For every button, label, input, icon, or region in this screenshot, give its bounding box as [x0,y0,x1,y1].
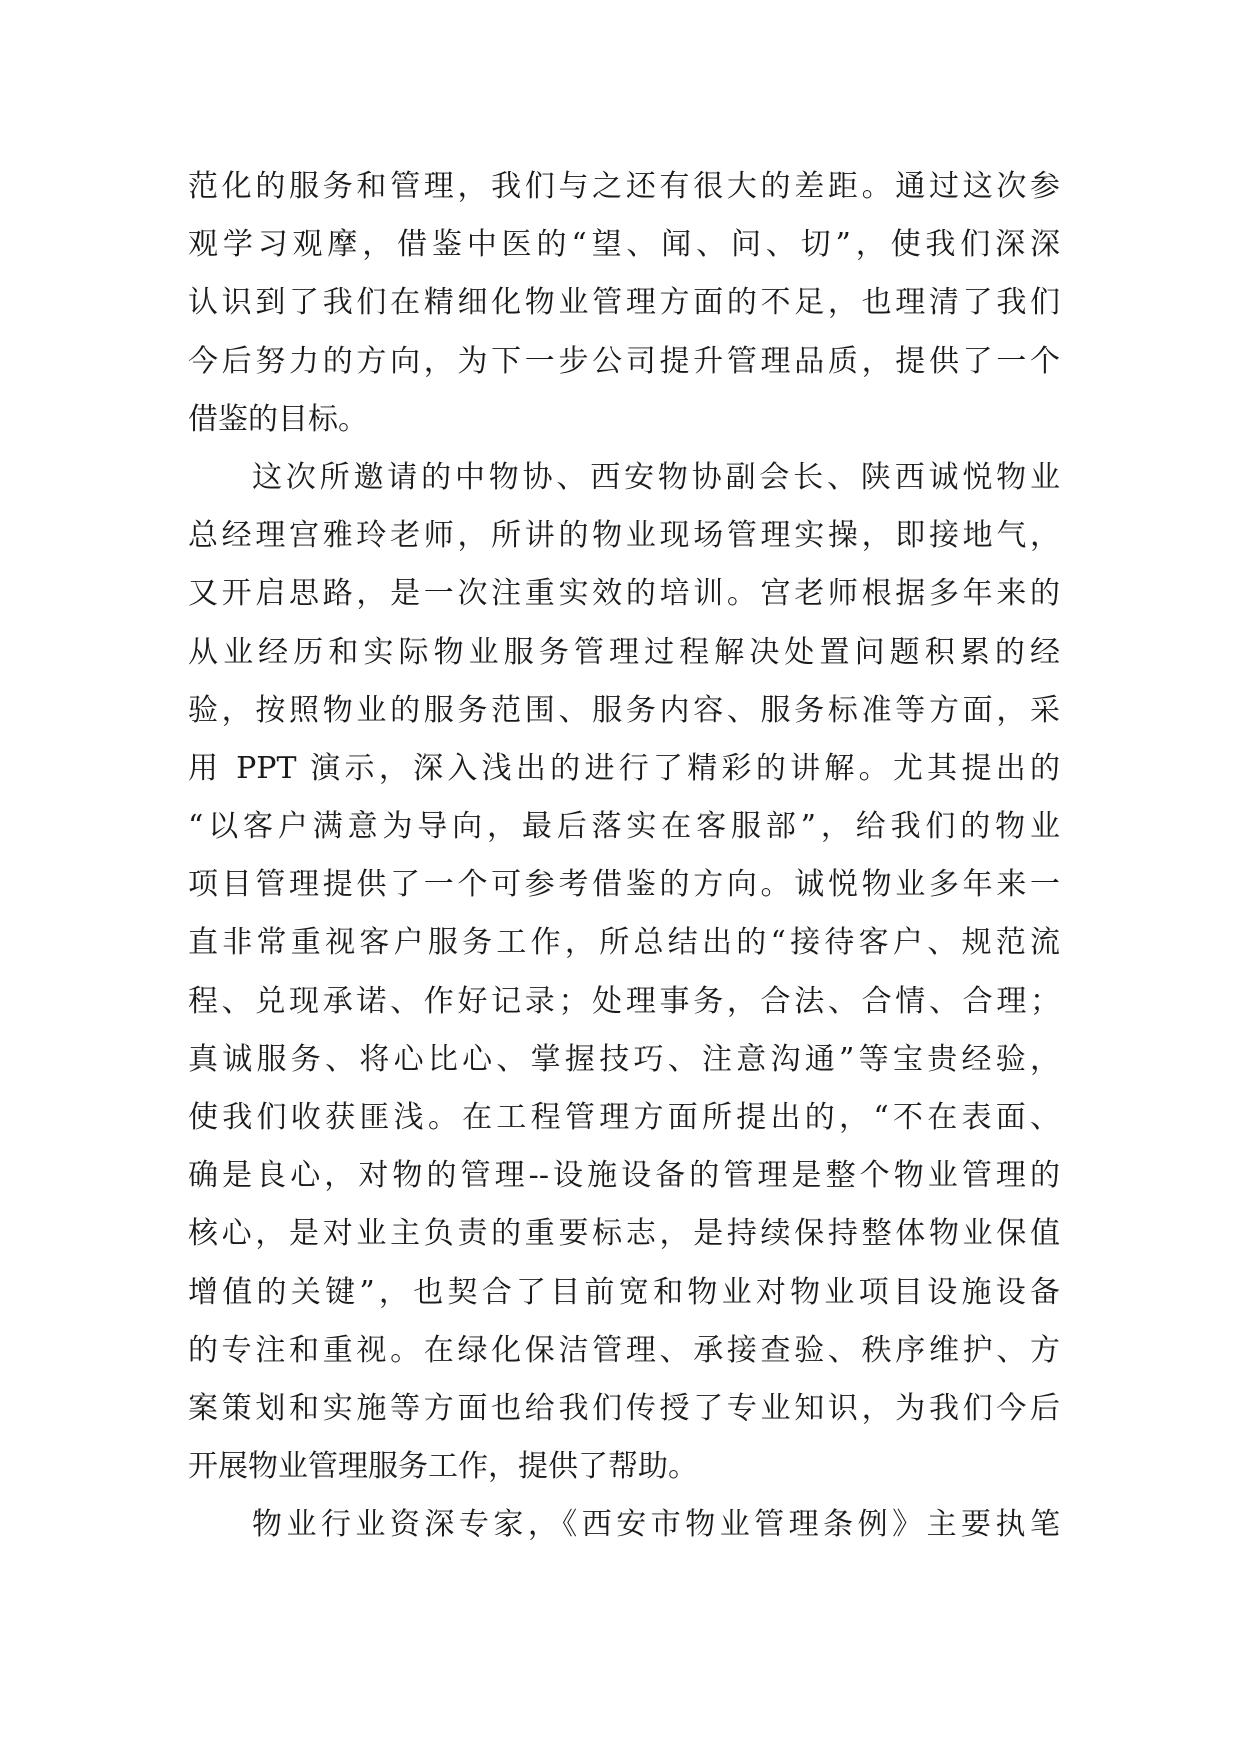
paragraph-3 [188,1496,1060,1554]
text-line: 开展物业管理服务工作，提供了帮助。 [188,1449,698,1485]
text-line: 程、兑现承诺、作好记录；处理事务，合法、合情、合理； [188,983,1060,1019]
paragraph-1 [188,158,1060,449]
body-text [188,158,1060,1555]
text-line: 使我们收获匪浅。在工程管理方面所提出的，“不在表面、 [188,1100,1060,1135]
text-line: 今后努力的方向，为下一步公司提升管理品质，提供了一个 [188,343,1060,379]
text-line: 的专注和重视。在绿化保洁管理、承接查验、秩序维护、方 [188,1332,1060,1368]
text-line: 验，按照物业的服务范围、服务内容、服务标准等方面，采 [188,692,1060,728]
text-line: 又开启思路，是一次注重实效的培训。宫老师根据多年来的 [188,576,1060,612]
text-line: 真诚服务、将心比心、掌握技巧、注意沟通”等宝贵经验， [188,1041,1060,1077]
paragraph-2 [188,449,1060,1496]
text-line: 从业经历和实际物业服务管理过程解决处置问题积累的经 [188,634,1060,670]
text-line: 这次所邀请的中物协、西安物协副会长、陕西诚悦物业 [252,459,1060,495]
text-line: 确是良心，对物的管理--设施设备的管理是整个物业管理的 [188,1158,1060,1194]
text-line: 增值的关键”，也契合了目前宽和物业对物业项目设施设备 [188,1274,1060,1310]
text-line: 直非常重视客户服务工作，所总结出的“接待客户、规范流 [188,925,1060,961]
text-line: 借鉴的目标。 [188,401,368,437]
text-line: 观学习观摩，借鉴中医的“望、闻、问、切”，使我们深深 [188,227,1060,263]
text-line: 用 PPT 演示，深入浅出的进行了精彩的讲解。尤其提出的 [188,750,1060,786]
text-line: “以客户满意为导向，最后落实在客服部”，给我们的物业 [188,809,1060,845]
text-line: 核心，是对业主负责的重要标志，是持续保持整体物业保值 [188,1216,1060,1252]
text-line: 范化的服务和管理，我们与之还有很大的差距。通过这次参 [188,169,1060,204]
text-line: 认识到了我们在精细化物业管理方面的不足，也理清了我们 [188,285,1060,321]
text-line: 项目管理提供了一个可参考借鉴的方向。诚悦物业多年来一 [188,867,1060,903]
text-line: 物业行业资深专家，《西安市物业管理条例》主要执笔 [252,1507,1060,1543]
text-line: 案策划和实施等方面也给我们传授了专业知识，为我们今后 [188,1390,1060,1426]
text-line: 总经理宫雅玲老师，所讲的物业现场管理实操，即接地气， [188,518,1060,554]
